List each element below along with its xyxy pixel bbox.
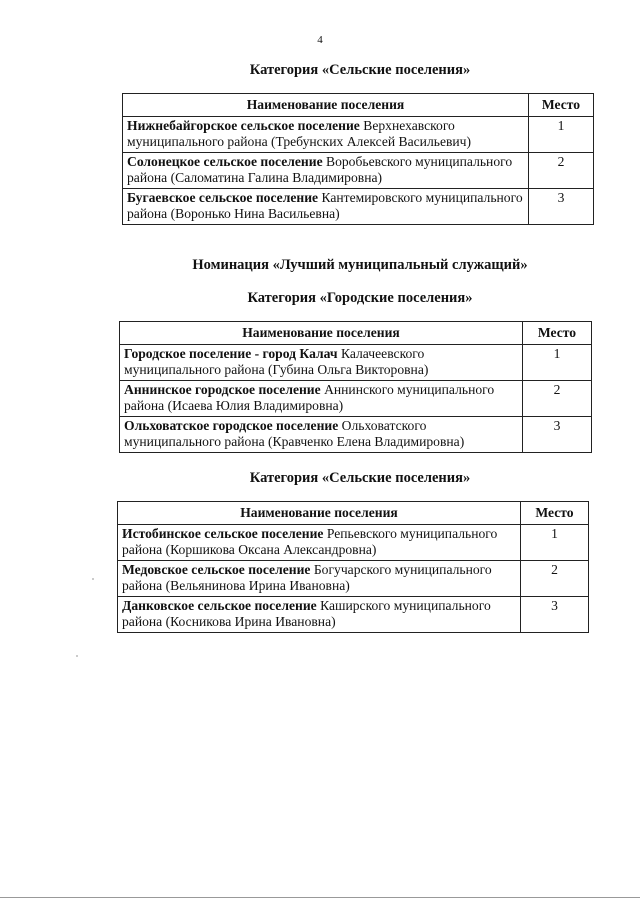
page-number: 4: [317, 34, 323, 46]
section-heading: Категория «Городские поселения»: [247, 290, 473, 306]
settlement-name: Данковское сельское поселение: [122, 598, 317, 613]
place-cell: 1: [523, 345, 592, 381]
table-row: [120, 417, 592, 453]
place-cell: 2: [521, 561, 589, 597]
settlement-name: Городское поселение - город Калач: [124, 346, 338, 361]
table-row: [118, 597, 589, 633]
settlement-cell: [118, 525, 521, 561]
column-header-name: Наименование поселения: [118, 502, 521, 525]
settlement-name: Истобинское сельское поселение: [122, 526, 324, 541]
scan-speck: [92, 578, 94, 580]
column-header-place: Место: [523, 322, 592, 345]
settlement-detail: Кантемировского муниципального района (Воронько Нина Васильевна): [127, 190, 523, 221]
settlement-detail: Богучарского муниципального района (Вельянинова Ирина Ивановна): [122, 562, 492, 593]
settlement-detail: Калачеевского муниципального района (Губина Ольга Викторовна): [124, 346, 429, 377]
table-row: [120, 381, 592, 417]
table-row: [118, 525, 589, 561]
settlement-cell: [123, 189, 529, 225]
place-cell: 3: [529, 189, 594, 225]
settlement-detail: Воробьевского муниципального района (Саломатина Галина Владимировна): [127, 154, 513, 185]
settlement-name: Нижнебайгорское сельское поселение: [127, 118, 360, 133]
section-heading: Категория «Сельские поселения»: [249, 62, 471, 78]
results-table-rural-2: [117, 501, 589, 633]
settlement-name: Ольховатское городское поселение: [124, 418, 339, 433]
place-cell: 1: [529, 117, 594, 153]
settlement-cell: [120, 381, 523, 417]
place-cell: 2: [529, 153, 594, 189]
settlement-cell: [118, 597, 521, 633]
table-header-row: [118, 502, 589, 525]
results-table-urban: [119, 321, 592, 453]
table-header-row: [120, 322, 592, 345]
settlement-cell: [120, 417, 523, 453]
section-heading: Категория «Сельские поселения»: [249, 470, 471, 486]
column-header-name: Наименование поселения: [123, 94, 529, 117]
settlement-cell: [120, 345, 523, 381]
scan-edge-line: [0, 897, 640, 898]
settlement-detail: Ольховатского муниципального района (Кравченко Елена Владимировна): [124, 418, 465, 449]
nomination-heading: Номинация «Лучший муниципальный служащий»: [192, 257, 528, 273]
place-cell: 3: [521, 597, 589, 633]
settlement-name: Аннинское городское поселение: [124, 382, 321, 397]
settlement-name: Солонецкое сельское поселение: [127, 154, 323, 169]
table-row: [123, 189, 594, 225]
settlement-detail: Аннинского муниципального района (Исаева Юлия Владимировна): [124, 382, 495, 413]
table-row: [123, 153, 594, 189]
results-table-rural-1: [122, 93, 594, 225]
column-header-place: Место: [521, 502, 589, 525]
table-row: [120, 345, 592, 381]
place-cell: 1: [521, 525, 589, 561]
settlement-detail: Каширского муниципального района (Косникова Ирина Ивановна): [122, 598, 491, 629]
table-row: [123, 117, 594, 153]
settlement-detail: Репьевского муниципального района (Коршикова Оксана Александровна): [122, 526, 498, 557]
place-cell: 3: [523, 417, 592, 453]
settlement-detail: Верхнехавского муниципального района (Требунских Алексей Васильевич): [127, 118, 472, 149]
settlement-cell: [123, 153, 529, 189]
settlement-name: Медовское сельское поселение: [122, 562, 311, 577]
settlement-name: Бугаевское сельское поселение: [127, 190, 319, 205]
scan-speck: [76, 655, 78, 657]
settlement-cell: [123, 117, 529, 153]
table-row: [118, 561, 589, 597]
settlement-cell: [118, 561, 521, 597]
column-header-place: Место: [529, 94, 594, 117]
column-header-name: Наименование поселения: [120, 322, 523, 345]
table-header-row: [123, 94, 594, 117]
place-cell: 2: [523, 381, 592, 417]
